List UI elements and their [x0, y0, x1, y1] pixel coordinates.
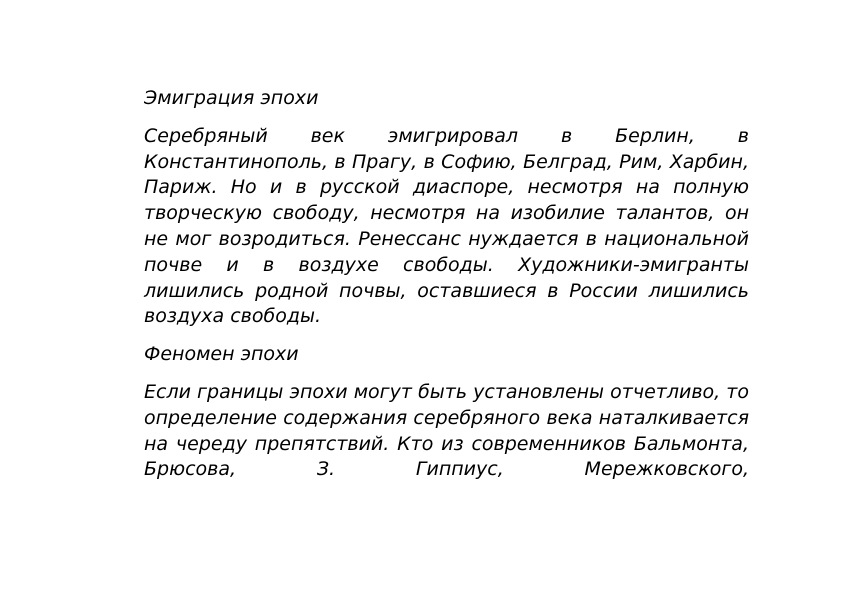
text-body [144, 86, 749, 495]
section-paragraph-phenomenon: Если границы эпохи могут быть установлены отчетливо, то определение содержания серебряного века наталкивается на череду препятствий. Кто из современников Бальмонта, Брюсова, З. Гиппиус, Мережковского, [144, 380, 749, 481]
section-heading-emigration: Эмиграция эпохи [144, 87, 319, 109]
section-paragraph-emigration: Серебряный век эмигрировал в Берлин, в Константинополь, в Прагу, в Софию, Белград, Рим, Харбин, Париж. Но и в русской диаспоре, несмотря на полную творческую свободу, несмотря на изобилие талантов, он не мог возродиться. Ренессанс нуждается в национальной почве и в воздухе свободы. Художники-эмигранты лишились родной почвы, оставшиеся в России лишились воздуха свободы. [144, 124, 749, 328]
section-heading-phenomenon: Феномен эпохи [144, 343, 299, 366]
